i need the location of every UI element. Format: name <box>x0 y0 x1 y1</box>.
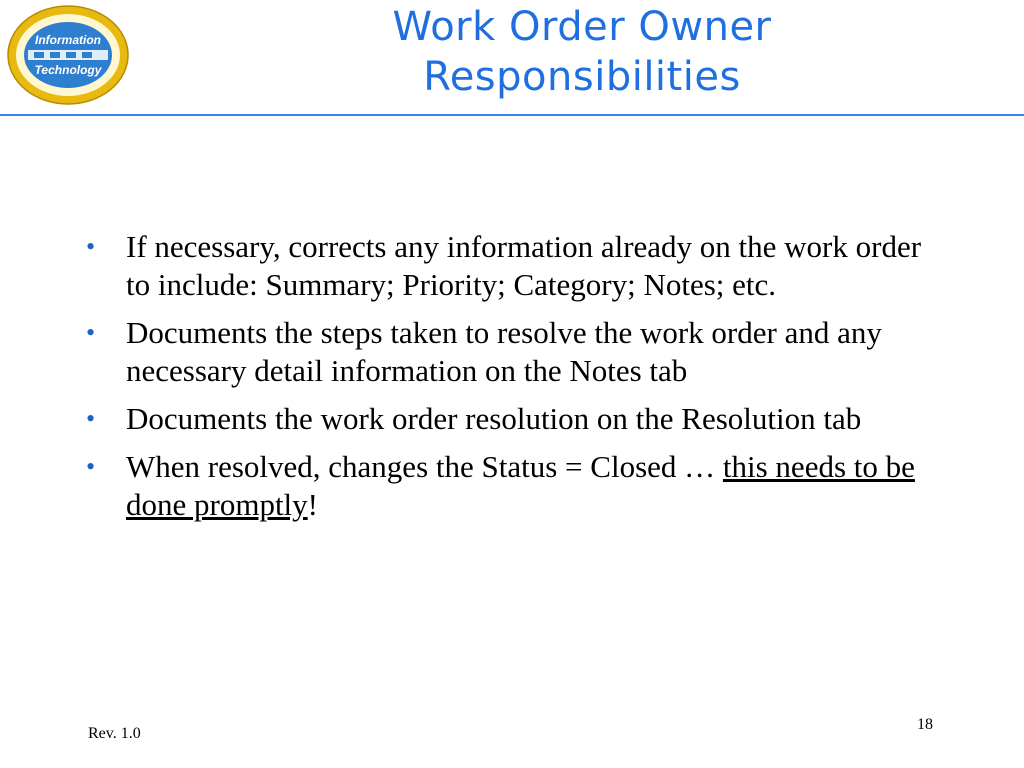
logo-line2: Technology <box>34 63 102 77</box>
revision-label: Rev. 1.0 <box>88 725 141 742</box>
bullet-icon: • <box>86 232 96 261</box>
logo-graphic <box>6 4 130 106</box>
bullet-text: If necessary, corrects any information already on the work order to include: Summary; Priority; Category; Notes; etc. <box>126 229 922 302</box>
slide-title-line1: Work Order Owner <box>392 4 772 50</box>
bullet-icon: • <box>86 452 96 481</box>
bullet-emphasis: this needs to be done promptly <box>126 449 915 522</box>
mass-dot-it-logo <box>6 4 130 106</box>
bullet-item <box>86 448 936 524</box>
logo-line1: Information <box>35 33 101 47</box>
bullet-list <box>86 228 936 534</box>
page-number: 18 <box>917 716 933 733</box>
bullet-item <box>86 400 936 438</box>
bullet-item <box>86 314 936 390</box>
title-divider <box>0 114 1024 116</box>
bullet-item <box>86 228 936 304</box>
bullet-text-after: ! <box>307 487 318 522</box>
slide-title <box>150 2 1014 102</box>
bullet-icon: • <box>86 318 96 347</box>
bullet-text-before: When resolved, changes the Status = Closed … <box>126 449 723 484</box>
bullet-text: Documents the work order resolution on the Resolution tab <box>126 401 862 436</box>
bullet-text: Documents the steps taken to resolve the work order and any necessary detail information on the Notes tab <box>126 315 882 388</box>
slide-title-line2: Responsibilities <box>423 54 741 100</box>
bullet-icon: • <box>86 404 96 433</box>
